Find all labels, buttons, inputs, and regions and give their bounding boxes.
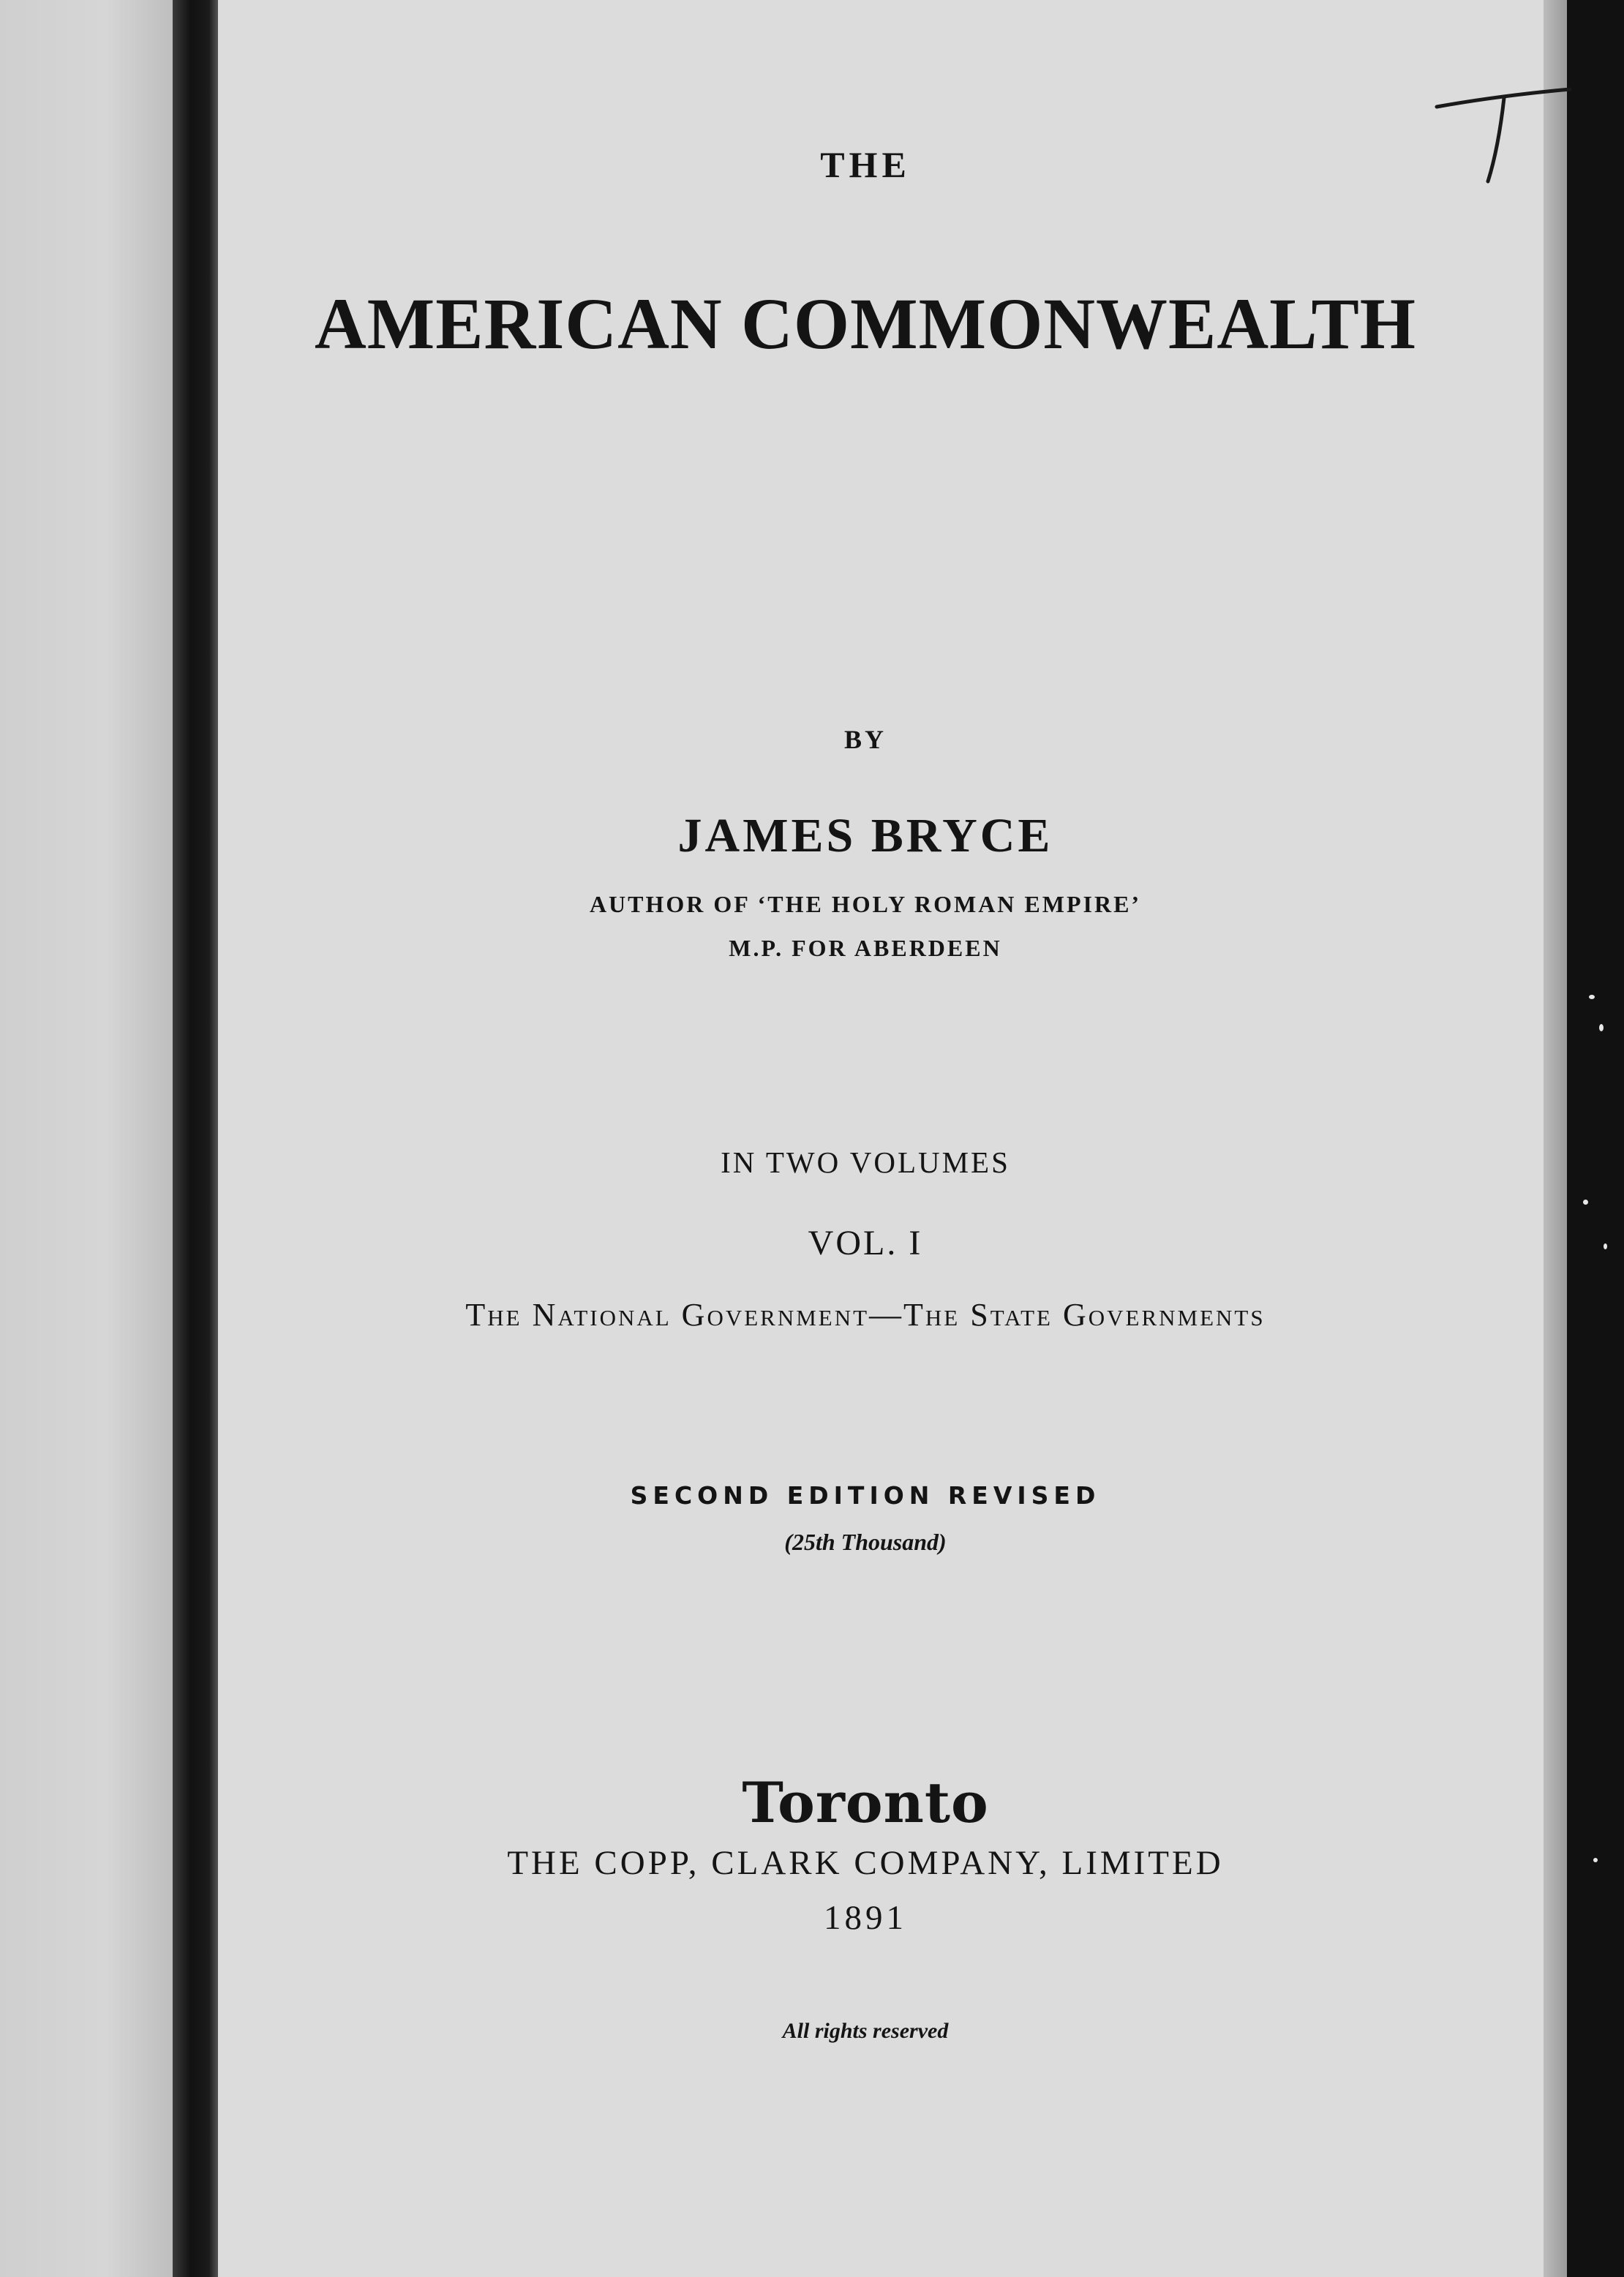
book-title: AMERICAN COMMONWEALTH [314,283,1417,364]
volume-number: VOL. I [808,1224,923,1262]
author-position: M.P. FOR ABERDEEN [729,935,1002,961]
rights-notice: All rights reserved [782,2019,949,2043]
title-article: THE [820,144,911,185]
publication-city: Toronto [742,1770,989,1835]
volumes-note: IN TWO VOLUMES [721,1145,1010,1179]
binding-gutter [173,0,218,2277]
publisher-name: THE COPP, CLARK COMPANY, LIMITED [507,1844,1224,1882]
scan-border [1567,0,1624,2277]
author-credit: AUTHOR OF ‘THE HOLY ROMAN EMPIRE’ [589,891,1142,917]
page-edge-shadow [1544,0,1567,2277]
author-name: JAMES BRYCE [677,809,1053,862]
edition-statement: SECOND EDITION REVISED [630,1481,1101,1510]
publication-year: 1891 [824,1899,907,1937]
facing-page-edge [0,0,176,2277]
printing-note: (25th Thousand) [784,1529,947,1555]
byline: BY [843,725,887,754]
volume-subtitle: The National Government—The State Governments [465,1297,1266,1333]
